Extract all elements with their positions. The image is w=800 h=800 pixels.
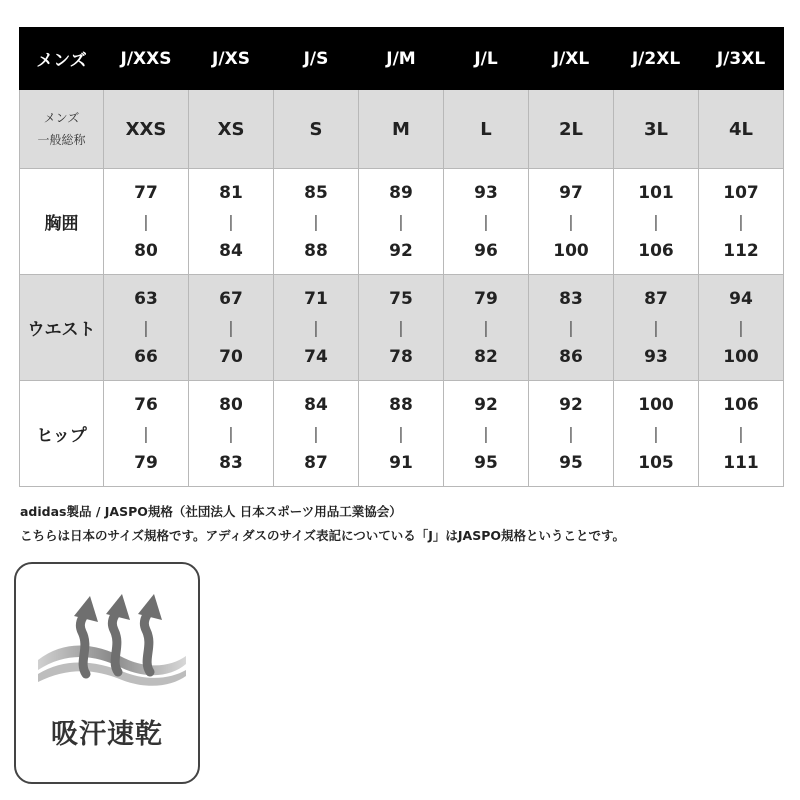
general-label-line1: メンズ bbox=[43, 111, 80, 125]
measurement-cell bbox=[274, 381, 359, 487]
range-min: 67 bbox=[219, 288, 243, 309]
size-header-cell: J/S bbox=[274, 28, 359, 90]
range-min: 79 bbox=[474, 288, 498, 309]
measurement-cell bbox=[189, 275, 274, 381]
measurement-cell bbox=[104, 169, 189, 275]
range-min: 80 bbox=[219, 394, 243, 415]
general-name-label bbox=[20, 90, 104, 169]
range-separator: | bbox=[313, 318, 319, 337]
measurement-cell bbox=[614, 381, 699, 487]
range-separator: | bbox=[653, 318, 659, 337]
general-name-cell: 3L bbox=[614, 90, 699, 169]
measurement-row bbox=[20, 169, 784, 275]
range-max: 74 bbox=[304, 346, 328, 367]
range-max: 70 bbox=[219, 346, 243, 367]
range-min: 88 bbox=[389, 394, 413, 415]
measurement-cell bbox=[104, 275, 189, 381]
range-min: 85 bbox=[304, 182, 328, 203]
range-max: 78 bbox=[389, 346, 413, 367]
size-header-cell: J/3XL bbox=[699, 28, 784, 90]
range-separator: | bbox=[738, 424, 744, 443]
range-max: 106 bbox=[638, 240, 674, 261]
range-max: 82 bbox=[474, 346, 498, 367]
measurement-label: 胸囲 bbox=[20, 169, 104, 275]
measurement-cell bbox=[444, 169, 529, 275]
range-max: 66 bbox=[134, 346, 158, 367]
range-min: 87 bbox=[644, 288, 668, 309]
quick-dry-badge bbox=[14, 562, 200, 784]
measurement-cell bbox=[699, 169, 784, 275]
range-separator: | bbox=[568, 424, 574, 443]
measurement-cell bbox=[614, 169, 699, 275]
range-separator: | bbox=[568, 318, 574, 337]
range-max: 80 bbox=[134, 240, 158, 261]
range-min: 84 bbox=[304, 394, 328, 415]
measurement-cell bbox=[699, 381, 784, 487]
size-header-cell: J/L bbox=[444, 28, 529, 90]
range-max: 79 bbox=[134, 452, 158, 473]
range-min: 83 bbox=[559, 288, 583, 309]
range-separator: | bbox=[653, 424, 659, 443]
measurement-cell bbox=[614, 275, 699, 381]
range-min: 106 bbox=[723, 394, 759, 415]
measurement-cell bbox=[189, 381, 274, 487]
measurement-row bbox=[20, 381, 784, 487]
measurement-cell bbox=[444, 275, 529, 381]
range-separator: | bbox=[483, 424, 489, 443]
range-min: 107 bbox=[723, 182, 759, 203]
spec-note: adidas製品 / JASPO規格（社団法人 日本スポーツ用品工業協会） bbox=[20, 504, 402, 519]
measurement-cell bbox=[444, 381, 529, 487]
range-max: 96 bbox=[474, 240, 498, 261]
range-min: 92 bbox=[559, 394, 583, 415]
measurement-cell bbox=[189, 169, 274, 275]
measurement-cell bbox=[529, 275, 614, 381]
range-max: 112 bbox=[723, 240, 759, 261]
range-separator: | bbox=[143, 424, 149, 443]
measurement-rows bbox=[20, 169, 784, 487]
range-max: 87 bbox=[304, 452, 328, 473]
range-separator: | bbox=[738, 212, 744, 231]
range-min: 89 bbox=[389, 182, 413, 203]
range-separator: | bbox=[653, 212, 659, 231]
general-name-cell: L bbox=[444, 90, 529, 169]
size-header-cell: J/XL bbox=[529, 28, 614, 90]
range-separator: | bbox=[228, 424, 234, 443]
size-header-cell: J/2XL bbox=[614, 28, 699, 90]
range-separator: | bbox=[398, 318, 404, 337]
range-separator: | bbox=[738, 318, 744, 337]
range-min: 92 bbox=[474, 394, 498, 415]
range-max: 105 bbox=[638, 452, 674, 473]
general-name-cell: 4L bbox=[699, 90, 784, 169]
size-chart-table bbox=[19, 27, 784, 487]
range-separator: | bbox=[228, 212, 234, 231]
header-label: メンズ bbox=[20, 28, 104, 90]
range-separator: | bbox=[568, 212, 574, 231]
measurement-cell bbox=[274, 275, 359, 381]
measurement-row bbox=[20, 275, 784, 381]
range-max: 95 bbox=[559, 452, 583, 473]
range-max: 111 bbox=[723, 452, 759, 473]
range-min: 77 bbox=[134, 182, 158, 203]
size-header-cell: J/XS bbox=[189, 28, 274, 90]
moisture-wicking-icon bbox=[24, 578, 194, 708]
measurement-cell bbox=[529, 169, 614, 275]
range-separator: | bbox=[483, 318, 489, 337]
size-header-cell: J/XXS bbox=[104, 28, 189, 90]
size-header-cell: J/M bbox=[359, 28, 444, 90]
general-label-line2: 一般総称 bbox=[37, 133, 86, 147]
general-name-row bbox=[20, 90, 784, 169]
range-separator: | bbox=[313, 212, 319, 231]
range-max: 100 bbox=[723, 346, 759, 367]
measurement-label: ヒップ bbox=[20, 381, 104, 487]
general-name-cell: XS bbox=[189, 90, 274, 169]
measurement-cell bbox=[104, 381, 189, 487]
measurement-cell bbox=[359, 169, 444, 275]
range-separator: | bbox=[143, 318, 149, 337]
range-min: 100 bbox=[638, 394, 674, 415]
range-max: 95 bbox=[474, 452, 498, 473]
range-separator: | bbox=[228, 318, 234, 337]
range-min: 81 bbox=[219, 182, 243, 203]
range-max: 93 bbox=[644, 346, 668, 367]
range-max: 86 bbox=[559, 346, 583, 367]
measurement-cell bbox=[359, 275, 444, 381]
general-name-cell: S bbox=[274, 90, 359, 169]
range-max: 91 bbox=[389, 452, 413, 473]
range-max: 92 bbox=[389, 240, 413, 261]
range-separator: | bbox=[398, 424, 404, 443]
range-max: 83 bbox=[219, 452, 243, 473]
size-explanation-note: こちらは日本のサイズ規格です。アディダスのサイズ表記についている「J」はJASPO規格ということです。 bbox=[20, 528, 626, 543]
range-separator: | bbox=[313, 424, 319, 443]
measurement-cell bbox=[359, 381, 444, 487]
general-name-cell: XXS bbox=[104, 90, 189, 169]
range-separator: | bbox=[483, 212, 489, 231]
range-min: 93 bbox=[474, 182, 498, 203]
range-min: 71 bbox=[304, 288, 328, 309]
quick-dry-label: 吸汗速乾 bbox=[51, 719, 163, 750]
measurement-cell bbox=[529, 381, 614, 487]
range-separator: | bbox=[398, 212, 404, 231]
range-min: 97 bbox=[559, 182, 583, 203]
range-max: 84 bbox=[219, 240, 243, 261]
range-min: 63 bbox=[134, 288, 158, 309]
range-max: 100 bbox=[553, 240, 589, 261]
range-min: 94 bbox=[729, 288, 753, 309]
measurement-label: ウエスト bbox=[20, 275, 104, 381]
range-max: 88 bbox=[304, 240, 328, 261]
measurement-cell bbox=[274, 169, 359, 275]
general-name-cell: M bbox=[359, 90, 444, 169]
range-min: 101 bbox=[638, 182, 674, 203]
range-min: 76 bbox=[134, 394, 158, 415]
size-header-row bbox=[20, 28, 784, 90]
measurement-cell bbox=[699, 275, 784, 381]
general-name-cell: 2L bbox=[529, 90, 614, 169]
range-min: 75 bbox=[389, 288, 413, 309]
range-separator: | bbox=[143, 212, 149, 231]
